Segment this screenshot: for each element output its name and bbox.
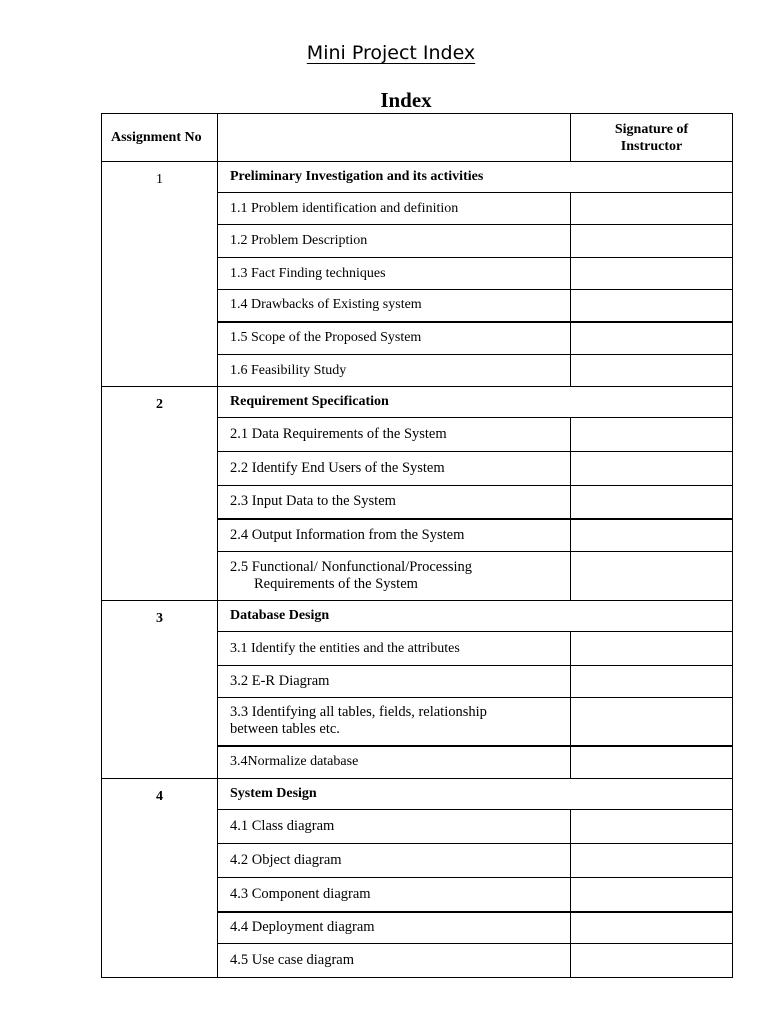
item-label: 2.2 Identify End Users of the System xyxy=(218,452,571,486)
item-label-line2: between tables etc. xyxy=(230,721,340,738)
signature-cell xyxy=(571,944,733,978)
assignment-number: 4 xyxy=(102,779,218,978)
section-title: Preliminary Investigation and its activities xyxy=(218,162,733,193)
item-label: 3.4Normalize database xyxy=(218,746,571,779)
section-row xyxy=(102,779,733,810)
signature-cell xyxy=(571,290,733,322)
header-assignment-no: Assignment No xyxy=(102,114,218,162)
item-label-line1: 2.5 Functional/ Nonfunctional/Processing xyxy=(230,559,473,575)
item-label-line1: 3.3 Identifying all tables, fields, relationship xyxy=(230,704,487,721)
signature-cell xyxy=(571,322,733,355)
item-label: 2.1 Data Requirements of the System xyxy=(218,418,571,452)
table-header-row xyxy=(102,114,733,162)
document-title: Mini Project Index xyxy=(306,42,476,64)
header-signature-line1: Signature of xyxy=(614,121,689,137)
section-title: Requirement Specification xyxy=(218,387,733,418)
item-label: 4.4 Deployment diagram xyxy=(218,912,571,944)
signature-cell xyxy=(571,844,733,878)
signature-cell xyxy=(571,878,733,912)
signature-cell xyxy=(571,519,733,552)
assignment-number: 2 xyxy=(102,387,218,601)
signature-cell xyxy=(571,258,733,290)
item-label xyxy=(218,552,571,601)
section-title: System Design xyxy=(218,779,733,810)
item-label-line2: Requirements of the System xyxy=(254,576,418,592)
item-label: 1.3 Fact Finding techniques xyxy=(218,258,571,290)
signature-cell xyxy=(571,486,733,519)
signature-cell xyxy=(571,225,733,258)
section-row xyxy=(102,601,733,632)
signature-cell xyxy=(571,810,733,844)
signature-cell xyxy=(571,912,733,944)
item-label: 1.1 Problem identification and definition xyxy=(218,193,571,225)
signature-cell xyxy=(571,418,733,452)
index-heading: Index xyxy=(380,88,432,112)
item-label: 1.5 Scope of the Proposed System xyxy=(218,322,571,355)
item-label: 1.6 Feasibility Study xyxy=(218,355,571,387)
signature-cell xyxy=(571,666,733,698)
section-row xyxy=(102,162,733,193)
section-title: Database Design xyxy=(218,601,733,632)
signature-cell xyxy=(571,698,733,746)
signature-cell xyxy=(571,355,733,387)
section-row xyxy=(102,387,733,418)
item-label xyxy=(218,698,571,746)
item-label: 1.2 Problem Description xyxy=(218,225,571,258)
item-label: 4.1 Class diagram xyxy=(218,810,571,844)
item-label: 1.4 Drawbacks of Existing system xyxy=(218,290,571,322)
header-signature-line2: Instructor xyxy=(620,138,683,154)
item-label: 3.2 E-R Diagram xyxy=(218,666,571,698)
index-table xyxy=(101,113,733,978)
assignment-number: 3 xyxy=(102,601,218,779)
assignment-number: 1 xyxy=(102,162,218,387)
item-label: 2.4 Output Information from the System xyxy=(218,519,571,552)
item-label: 3.1 Identify the entities and the attributes xyxy=(218,632,571,666)
signature-cell xyxy=(571,552,733,601)
item-label: 4.5 Use case diagram xyxy=(218,944,571,978)
item-label: 4.2 Object diagram xyxy=(218,844,571,878)
header-blank xyxy=(218,114,571,162)
signature-cell xyxy=(571,452,733,486)
item-label: 4.3 Component diagram xyxy=(218,878,571,912)
signature-cell xyxy=(571,193,733,225)
signature-cell xyxy=(571,746,733,779)
header-signature xyxy=(571,114,733,162)
item-label: 2.3 Input Data to the System xyxy=(218,486,571,519)
signature-cell xyxy=(571,632,733,666)
